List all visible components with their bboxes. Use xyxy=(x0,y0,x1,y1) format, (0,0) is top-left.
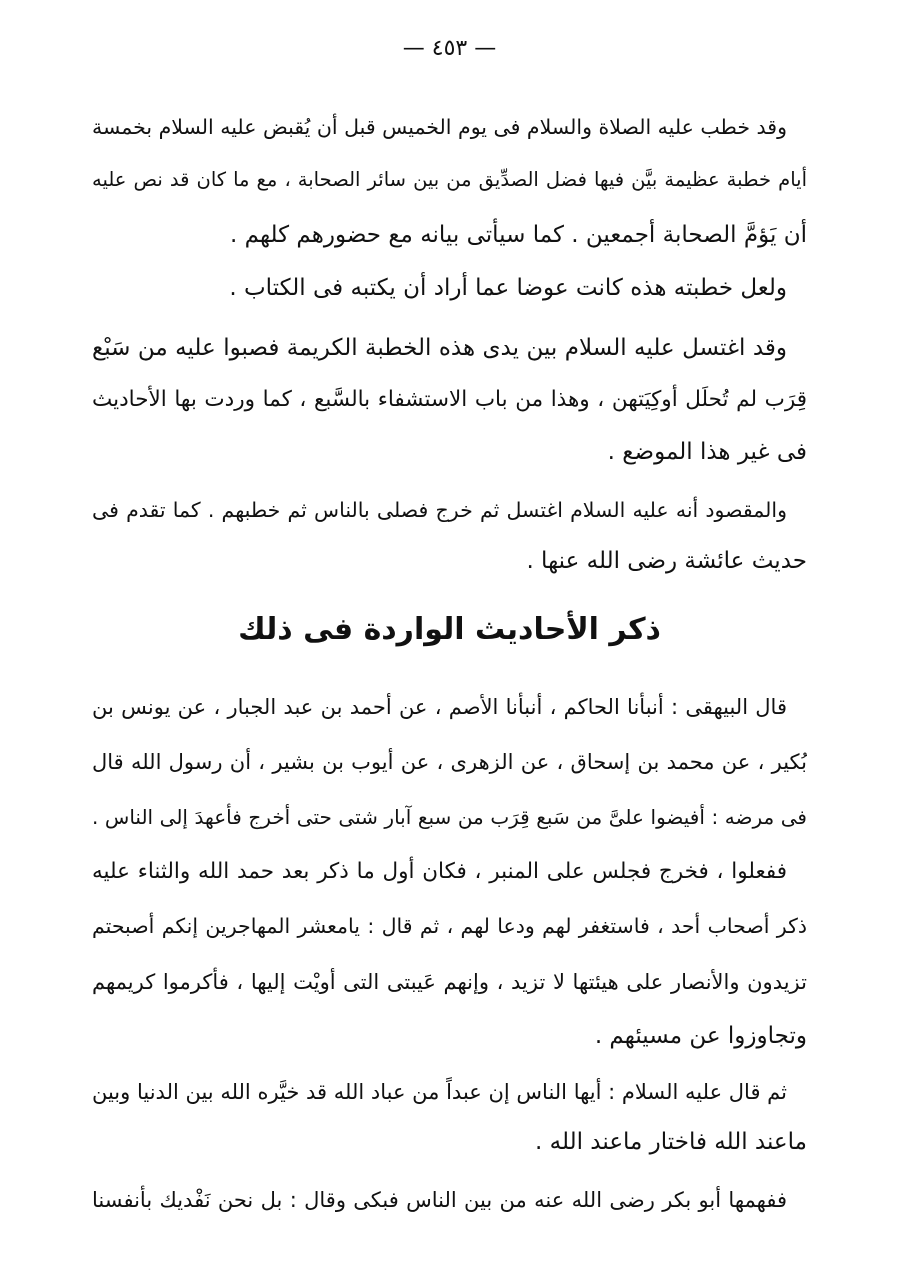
paragraph-line: أيام خطبة عظيمة بيَّن فيها فضل الصدِّيق من بين سائر الصحابة ، مع ما كان قد نص عليه xyxy=(92,168,807,191)
paragraph-line: قِرَب لم تُحلَل أوكِيَتهن ، وهذا من باب الاستشفاء بالسَّبع ، كما وردت بها الأحاديث xyxy=(92,387,807,412)
paragraph-line: وقد خطب عليه الصلاة والسلام فى يوم الخميس قبل أن يُقبض عليه السلام بخمسة xyxy=(92,115,787,139)
paragraph-line: فى غير هذا الموضع . xyxy=(607,439,807,465)
paragraph-line: والمقصود أنه عليه السلام اغتسل ثم خرج فصلى بالناس ثم خطبهم . كما تقدم فى xyxy=(92,498,787,522)
paragraph-line: تزيدون والأنصار على هيئتها لا تزيد ، وإنهم عَيبتى التى أويْت إليها ، فأكرموا كريمهم xyxy=(92,970,807,994)
paragraph-line: ماعند الله فاختار ماعند الله . xyxy=(535,1129,807,1155)
paragraph-line: بُكير ، عن محمد بن إسحاق ، عن الزهرى ، عن أيوب بن بشير ، أن رسول الله قال xyxy=(92,750,807,774)
paragraph-line: ولعل خطبته هذه كانت عوضا عما أراد أن يكتبه فى الكتاب . xyxy=(229,275,787,301)
paragraph-line: ففهمها أبو بكر رضى الله عنه من بين الناس فبكى وقال : بل نحن نَفْديك بأنفسنا xyxy=(92,1188,787,1212)
paragraph-line: قال البيهقى : أنبأنا الحاكم ، أنبأنا الأصم ، عن أحمد بن عبد الجبار ، عن يونس بن xyxy=(92,695,787,719)
paragraph-line: وقد اغتسل عليه السلام بين يدى هذه الخطبة الكريمة فصبوا عليه من سَبْع xyxy=(92,335,787,361)
paragraph-line: فى مرضه : أفيضوا علىَّ من سَبع قِرَب من سبع آبار شتى حتى أخرج فأعهدَ إلى الناس . xyxy=(92,805,807,829)
paragraph-line: وتجاوزوا عن مسيئهم . xyxy=(594,1023,807,1049)
paragraph-line: حديث عائشة رضى الله عنها . xyxy=(526,548,807,574)
paragraph-line: ذكر أصحاب أحد ، فاستغفر لهم ودعا لهم ، ثم قال : يامعشر المهاجرين إنكم أصبحتم xyxy=(92,914,807,938)
paragraph-line: أن يَؤمَّ الصحابة أجمعين . كما سيأتى بيانه مع حضورهم كلهم . xyxy=(230,222,807,248)
paragraph-line: ففعلوا ، فخرج فجلس على المنبر ، فكان أول ما ذكر بعد حمد الله والثناء عليه xyxy=(92,859,787,884)
page-number: — ٤٥٣ — xyxy=(402,36,497,61)
paragraph-line: ثم قال عليه السلام : أيها الناس إن عبداً من عباد الله قد خيَّره الله بين الدنيا وبين xyxy=(92,1080,787,1104)
section-heading: ذكر الأحاديث الواردة فى ذلك xyxy=(238,612,661,647)
